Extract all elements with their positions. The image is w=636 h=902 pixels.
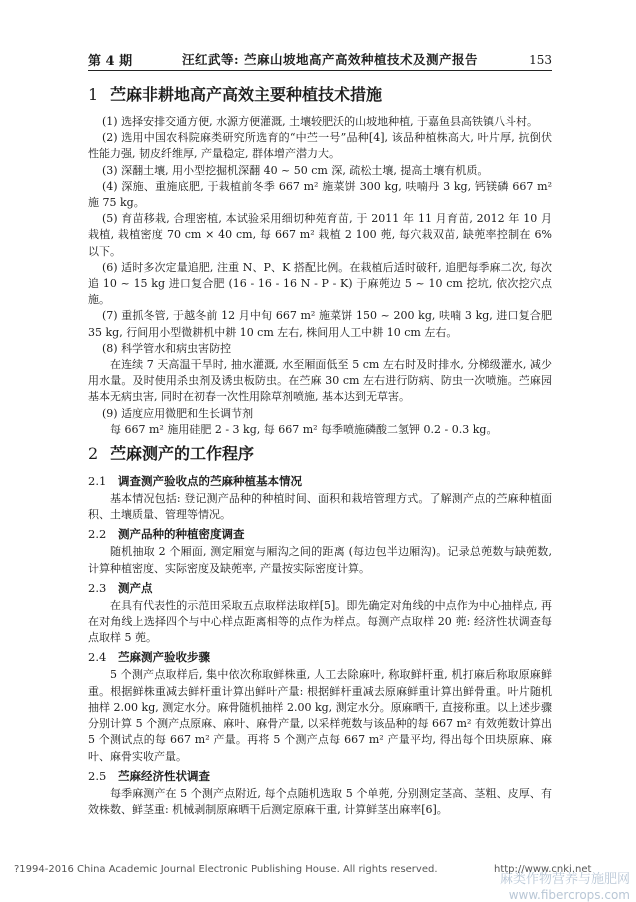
list-item: (5) 育苗移栽, 合理密植, 本试验采用细切种苑育苗, 于 2011 年 11 月育苗, 2012 年 10 月栽植, 栽植密度 70 cm × 40 cm, 每 667 m² 栽植 2 100 蔸, 每穴栽双苗, 缺蔸率控制在 6% 以下。 <box>88 212 552 258</box>
subsection-title: 测产品种的种植密度调查 <box>118 527 245 542</box>
page-number: 153 <box>529 53 552 67</box>
list-item: (4) 深施、重施底肥, 于栽植前冬季 667 m² 施菜饼 300 kg, 呋喃丹 3 kg, 钙镁磷 667 m² 施 75 kg。 <box>88 179 552 210</box>
list-item: (9) 适度应用微肥和生长调节剂 <box>102 406 254 420</box>
cnki-link[interactable]: http://www.cnki.net <box>494 864 592 875</box>
list-item: (8) 科学管水和病虫害防控 <box>102 341 232 355</box>
paragraph: 基本情况包括: 登记测产品种的种植时间、面积和栽培管理方式。了解测产点的苎麻种植面积、土壤质量、管理等情况。 <box>88 492 552 522</box>
paragraph: 每季麻测产在 5 个测产点附近, 每个点随机选取 5 个单蔸, 分别测定茎高、茎粗、皮厚、有效株数、鲜茎重: 机械剥制原麻晒干后测定原麻干重, 计算鲜茎出麻率[6]。 <box>88 786 552 816</box>
watermark <box>500 868 630 902</box>
subsection-heading <box>88 473 552 490</box>
list-item: (7) 重抓冬管, 于越冬前 12 月中旬 667 m² 施菜饼 150 ~ 200 kg, 呋喃 3 kg, 进口复合肥 35 kg, 行间用小型微耕机中耕 10 cm 左右, 株间用人工中耕 10 cm 左右。 <box>88 309 552 339</box>
section-title: 苎麻非耕地高产高效主要种植技术措施 <box>110 85 383 104</box>
subsection-heading <box>88 580 552 597</box>
paragraph: 5 个测产点取样后, 集中依次称取鲜株重, 人工去除麻叶, 称取鲜杆重, 机打麻后称取原麻鲜重。根据鲜株重减去鲜杆重计算出鲜叶产量: 根据鲜杆重减去原麻鲜重计算出鲜骨重。叶片随机抽样 2.00 kg, 测定水分。麻骨随机抽样 2.00 kg, 测定水分。原麻晒干, 直接称重。以上述步骤分别计算 5 个测产点原麻、麻叶、麻骨产量, 以采样蔸数与该品种的每 667 m² 有效蔸数计算出 5 个测试点的每 667 m² 产量。再将 5 个测产点每 667 m² 产量平均, 得出每个田块原麻、麻叶、麻骨实收产量。 <box>88 668 552 763</box>
list-item: (3) 深翻土壤, 用小型挖掘机深翻 40 ~ 50 cm 深, 疏松土壤, 提高土壤有机质。 <box>102 163 489 177</box>
subsection-heading <box>88 768 552 785</box>
section-title: 苎麻测产的工作程序 <box>110 444 255 464</box>
section-heading-1 <box>88 84 552 106</box>
subsection-number: 2.1 <box>88 474 107 489</box>
subsection-title: 调查测产验收点的苎麻种植基本情况 <box>118 474 302 489</box>
subsection-title: 测产点 <box>118 580 153 595</box>
list-item: (6) 适时多次定量追肥, 注重 N、P、K 搭配比例。在栽植后适时破秆, 追肥每季麻二次, 每次追 10 ~ 15 kg 进口复合肥 (16 - 16 - 16 N - P - K) 于麻蔸边 5 ~ 10 cm 挖坑, 依次挖穴点施。 <box>88 260 552 307</box>
subsection-title: 苎麻经济性状调查 <box>118 768 210 783</box>
list-item: (2) 选用中国农科院麻类研究所选育的“中苎一号”品种[4], 该品种植株高大, 叶片厚, 抗倒伏性能力强, 韧皮纤维厚, 产量稳定, 群体增产潜力大。 <box>88 131 552 161</box>
paragraph: 在具有代表性的示范田采取五点取样法取样[5]。即先确定对角线的中点作为中心抽样点, 再在对角线上选择四个与中心样点距离相等的点作为样点。每测产点取样 20 蔸: 经济性状调查每点取样 5 蔸。 <box>88 598 552 645</box>
subsection-title: 苎麻测产验收步骤 <box>118 650 210 665</box>
subsection-number: 2.2 <box>88 527 107 542</box>
subsection-number: 2.3 <box>88 580 107 595</box>
paragraph: 随机抽取 2 个厢面, 测定厢宽与厢沟之间的距离 (每边包半边厢沟)。记录总蔸数与缺蔸数, 计算种植密度、实际密度及缺蔸率, 产量按实际密度计算。 <box>88 545 552 575</box>
subsection-number: 2.5 <box>88 768 107 783</box>
subsection-number: 2.4 <box>88 650 107 665</box>
section-heading-2 <box>88 443 552 465</box>
article-body <box>88 84 552 818</box>
subsection-heading <box>88 526 552 543</box>
paragraph: 在连续 7 天高温干旱时, 抽水灌溉, 水至厢面低至 5 cm 左右时及时排水, 分梯级灌水, 减少用水量。及时使用杀虫剂及诱虫板防虫。在苎麻 30 cm 左右进行防病、防虫一次喷施。苎麻园基本无病虫害, 同时在初春一次性用除草剂喷施, 基本达到无草害。 <box>88 358 552 404</box>
running-title: 汪红武等: 苎麻山坡地高产高效种植技术及测产报告 <box>182 52 478 67</box>
watermark-url: www.fibercrops.com <box>508 888 630 902</box>
paragraph: 每 667 m² 施用硅肥 2 - 3 kg, 每 667 m² 每季喷施磷酸二氢钾 0.2 - 0.3 kg。 <box>110 422 498 436</box>
running-header <box>88 44 552 71</box>
section-number: 1 <box>88 85 99 104</box>
copyright-text: ?1994-2016 China Academic Journal Electronic Publishing House. All rights reserved. <box>14 864 438 875</box>
issue-number: 第 4 期 <box>88 54 133 69</box>
subsection-heading <box>88 649 552 666</box>
watermark-name: 麻类作物营养与施肥网 <box>499 872 630 887</box>
list-item: (1) 选择安排交通方便, 水源方便灌溉, 土壤较肥沃的山坡地种植, 于嘉鱼县高铁镇八斗村。 <box>102 115 539 128</box>
section-number: 2 <box>88 444 99 464</box>
